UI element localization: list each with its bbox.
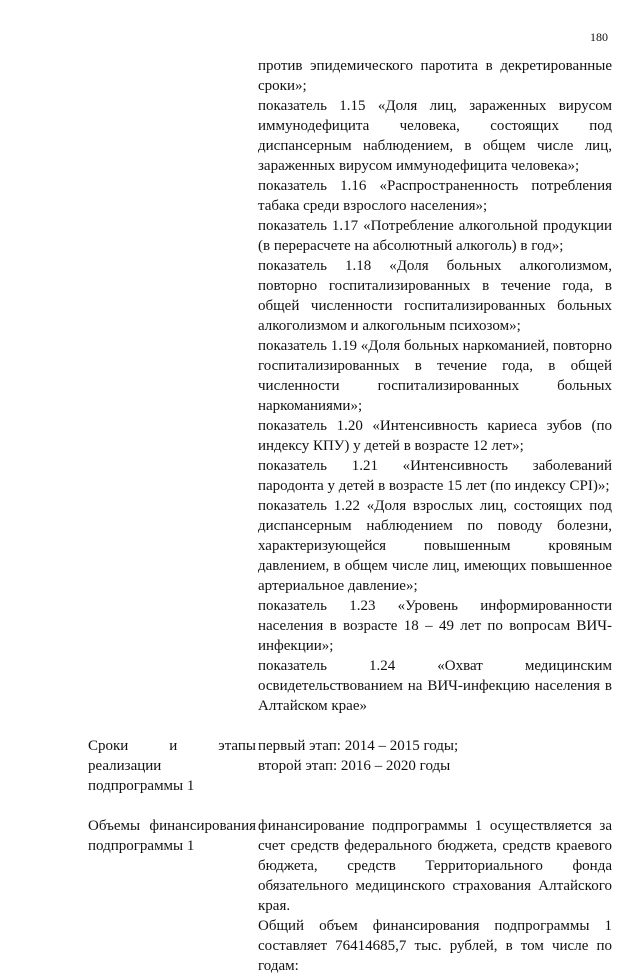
list-item: финансирование подпрограммы 1 осуществляется за счет средств федерального бюджета, средств краевого бюджета, средств Территориального фонда обязательного медицинского страхования Алтайского края. [258, 818, 612, 914]
page-number: 180 [590, 30, 608, 44]
row-label: Сроки и этапы реализации подпрограммы 1 [88, 738, 256, 794]
table-row [88, 816, 612, 976]
list-item: показатель 1.22 «Доля взрослых лиц, состоящих под диспансерным наблюдением по поводу болезни, характеризующейся повышенным кровяным давлением, в общем числе лиц, имеющих повышенное артериальное давление»; [258, 498, 612, 594]
list-item: показатель 1.16 «Распространенность потребления табака среди взрослого населения»; [258, 178, 612, 214]
row-content [258, 56, 612, 716]
list-item: второй этап: 2016 – 2020 годы [258, 758, 451, 774]
table-row [88, 56, 612, 716]
list-item: показатель 1.20 «Интенсивность кариеса зубов (по индексу КПУ) у детей в возрасте 12 лет»; [258, 418, 612, 454]
list-item: против эпидемического паротита в декретированные сроки»; [258, 58, 612, 94]
row-label: Объемы финансирования подпрограммы 1 [88, 818, 256, 854]
list-item: показатель 1.15 «Доля лиц, зараженных вирусом иммунодефицита человека, состоящих под диспансерным наблюдением, в общем числе лиц, зараженных вирусом иммунодефицита человека»; [258, 98, 612, 174]
document-table [88, 56, 612, 976]
table-row [88, 736, 612, 796]
list-item: показатель 1.21 «Интенсивность заболеваний пародонта у детей в возрасте 15 лет (по индексу CPI)»; [258, 458, 612, 494]
list-item: показатель 1.18 «Доля больных алкоголизмом, повторно госпитализированных в течение года, в общей численности госпитализированных больных алкоголизмом и алкогольным психозом»; [258, 258, 612, 334]
list-item: первый этап: 2014 – 2015 годы; [258, 738, 459, 754]
row-content [258, 816, 612, 976]
list-item: показатель 1.19 «Доля больных наркоманией, повторно госпитализированных в течение года, в общей численности госпитализированных больных наркоманиями»; [258, 338, 612, 414]
list-item: Общий объем финансирования подпрограммы 1 составляет 76414685,7 тыс. рублей, в том числе по годам: [258, 918, 612, 974]
row-label [88, 56, 258, 716]
row-content [258, 736, 612, 796]
list-item: показатель 1.23 «Уровень информированности населения в возрасте 18 – 49 лет по вопросам ВИЧ-инфекции»; [258, 598, 612, 654]
list-item: показатель 1.17 «Потребление алкогольной продукции (в перерасчете на абсолютный алкоголь) в год»; [258, 218, 612, 254]
list-item: показатель 1.24 «Охват медицинским освидетельствованием на ВИЧ-инфекцию населения в Алтайском крае» [258, 658, 612, 714]
